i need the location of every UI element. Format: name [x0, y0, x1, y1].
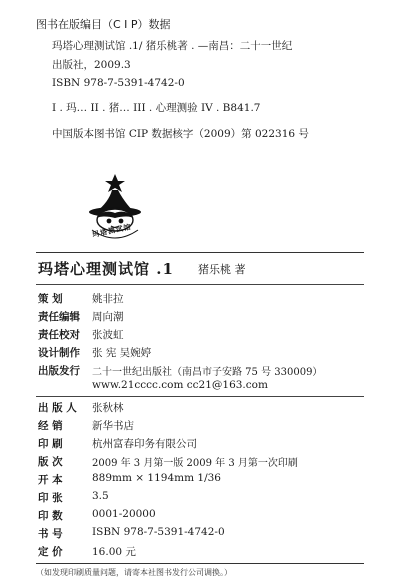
credits-rule: [36, 396, 364, 397]
credit-value: 周向潮: [92, 311, 124, 323]
credit-value: 889mm × 1194mm 1/36: [92, 472, 221, 484]
cip-line: 玛塔心理测试馆 .1/ 猪乐桃著 . —南昌：二十一世纪: [52, 40, 293, 52]
title-top-rule: [36, 252, 364, 253]
credit-label: 出 版 人: [38, 402, 77, 414]
credit-label: 开 本: [38, 474, 63, 486]
credit-value: 张秋林: [92, 402, 124, 414]
credit-label: 印 张: [38, 492, 63, 504]
credit-contact: www.21cccc.com cc21@163.com: [92, 379, 268, 391]
credit-label: 责任编辑: [38, 311, 80, 323]
credit-label: 责任校对: [38, 329, 80, 341]
credit-value: 姚非拉: [92, 293, 124, 305]
cip-line: 出版社，2009.3: [52, 59, 131, 71]
credit-value: 0001-20000: [92, 508, 156, 520]
credit-label: 策 划: [38, 293, 63, 305]
title-bottom-rule: [36, 284, 364, 285]
cip-line: ISBN 978-7-5391-4742-0: [52, 77, 185, 89]
credit-value: 张 宪 吴婉婷: [92, 347, 152, 359]
cip-line: I . 玛… II . 猪… III . 心理测验 IV . B841.7: [52, 102, 261, 114]
credit-label: 书 号: [38, 528, 63, 540]
book-title: 玛塔心理测试馆 .1: [38, 260, 174, 278]
credit-label: 印 刷: [38, 438, 63, 450]
footnote: （如发现印刷质量问题，请寄本社图书发行公司调换。）: [36, 568, 232, 577]
credit-value: 二十一世纪出版社（南昌市子安路 75 号 330009）: [92, 367, 323, 378]
credit-value: 新华书店: [92, 420, 134, 432]
footer-rule: [36, 563, 364, 564]
credit-value: 2009 年 3 月第一版 2009 年 3 月第一次印刷: [92, 458, 298, 469]
logo-text: 玛塔测试馆: [91, 222, 133, 240]
credit-label: 定 价: [38, 546, 63, 558]
credit-value: 3.5: [92, 490, 109, 502]
credit-value: 16.00 元: [92, 546, 136, 558]
credit-value: 杭州富春印务有限公司: [92, 438, 197, 450]
cip-heading: 图书在版编目（C I P）数据: [36, 18, 171, 31]
credit-label: 出版发行: [38, 365, 80, 377]
credit-value: 张波虹: [92, 329, 124, 341]
credit-value: ISBN 978-7-5391-4742-0: [92, 526, 225, 538]
cip-line: 中国版本图书馆 CIP 数据核字（2009）第 022316 号: [52, 128, 309, 140]
credit-label: 版 次: [38, 456, 63, 468]
book-author: 猪乐桃 著: [198, 263, 246, 276]
credit-label: 印 数: [38, 510, 63, 522]
credit-label: 经 销: [38, 420, 63, 432]
credit-label: 设计制作: [38, 347, 80, 359]
